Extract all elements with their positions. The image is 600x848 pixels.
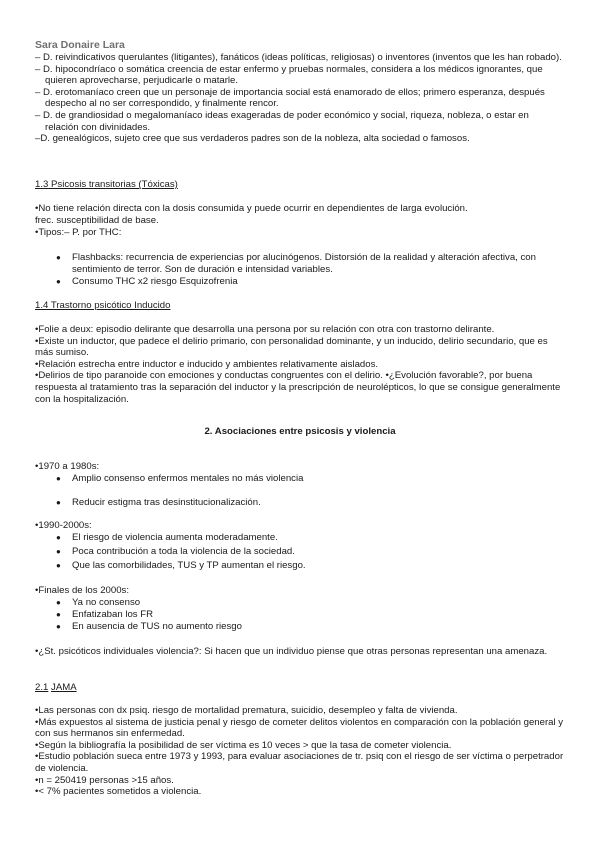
jama-line: •Según la bibliografía la posibilidad de ser víctima es 10 veces > que la tasa de cometer violencia. <box>35 739 452 751</box>
delusion-item: –D. genealógicos, sujeto cree que sus verdaderos padres son de la nobleza, alta sociedad o famosos. <box>35 133 470 145</box>
list-item: ● Que las comorbilidades, TUS y TP aumentan el riesgo. <box>56 560 306 571</box>
induced-line: •Folie a deux: episodio delirante que desarrolla una persona por su relación con otra con trastorno delirante. <box>35 324 495 335</box>
delusion-item: – D. reivindicativos querulantes (litigantes), fanáticos (ideas políticas, religiosas) o inventores (inventos que les han robado). <box>35 52 562 63</box>
bullet-icon: ● <box>56 533 61 542</box>
bullet-icon: ● <box>56 598 61 607</box>
bullet-icon: ● <box>56 253 61 262</box>
toxic-types: •Tipos:– P. por THC: <box>35 227 122 238</box>
bullet-icon: ● <box>56 547 61 556</box>
list-item: ● Poca contribución a toda la violencia de la sociedad. <box>56 546 295 557</box>
bullet-icon: ● <box>56 498 61 507</box>
toxic-line: •No tiene relación directa con la dosis consumida y puede ocurrir en dependientes de larga evolución. <box>35 203 468 214</box>
delusion-item: – D. erotomaníaco creen que un personaje de importancia social está enamorado de ellos; primero esperanza, después despecho al no ser correspondido, y finalmente rencor. <box>35 86 545 110</box>
jama-line: •Más expuestos al sistema de justicia penal y riesgo de cometer delitos violentos en comparación con la población general y con sus hermanos sin enfermedad. <box>35 716 564 740</box>
induced-paragraphs <box>35 324 565 405</box>
heading-text: JAMA <box>51 682 77 693</box>
bullet-icon: ● <box>56 561 61 570</box>
section-heading-violence: 2. Asociaciones entre psicosis y violencia <box>204 426 396 437</box>
section-heading-induced: 1.4 Trastorno psicótico Inducido <box>35 300 171 311</box>
section-heading-toxic: 1.3 Psicosis transitorias (Tóxicas) <box>35 179 178 190</box>
list-item: ● El riesgo de violencia aumenta moderadamente. <box>56 532 278 543</box>
list-item: ● Ya no consenso <box>56 597 141 608</box>
heading-number: 2.1 <box>35 682 49 693</box>
jama-paragraphs <box>35 705 565 798</box>
bullet-icon: ● <box>56 610 61 619</box>
period-label: •Finales de los 2000s: <box>35 585 130 596</box>
delusion-item: – D. de grandiosidad o megalomaníaco ideas exageradas de poder económico y social, riqueza, nobleza, o estar en relación con divinidades. <box>35 109 529 133</box>
induced-line: •Delirios de tipo paranoide con emociones y conductas congruentes con el delirio. •¿Evolución favorable?, por buena respuesta al tratamiento tras la separación del inductor y la prescripción de neurolépticos, lo que se consigue generalmente con la hospitalización. <box>35 370 561 405</box>
delusion-list <box>35 52 565 145</box>
induced-line: •Existe un inductor, que padece el delirio primario, con personalidad dominante, y un inducido, delirio secundario, que es más sumiso. <box>35 335 548 359</box>
jama-line: •n = 250419 personas >15 años. <box>35 774 174 786</box>
author-name: Sara Donaire Lara <box>35 39 125 51</box>
bullet-icon: ● <box>56 277 61 286</box>
period-label: •1970 a 1980s: <box>35 461 100 472</box>
jama-line: •Estudio población sueca entre 1973 y 1993, para evaluar asociaciones de tr. psiq con el riesgo de ser víctima o perpetrador de violencia. <box>35 751 564 774</box>
list-item: ● Consumo THC x2 riesgo Esquizofrenia <box>56 276 238 287</box>
period-label: •1990-2000s: <box>35 520 92 531</box>
list-item: ● Flashbacks: recurrencia de experiencias por alucinógenos. Distorsión de la realidad y alteración afectiva, con sentimiento de terror. Son de duración e intensidad variables. <box>56 252 536 275</box>
question-paragraph: •¿St. psicóticos individuales violencia?: Si hacen que un individuo piense que otras personas representan una amenaza. <box>35 646 548 657</box>
section-heading-jama <box>35 682 565 694</box>
list-item: ● Reducir estigma tras desinstitucionalización. <box>56 497 261 508</box>
list-item: ● Enfatizaban los FR <box>56 609 154 620</box>
jama-line: •< 7% pacientes sometidos a violencia. <box>35 786 202 798</box>
induced-line: •Relación estrecha entre inductor e inducido y ambientes relativamente aislados. <box>35 358 379 370</box>
delusion-item: – D. hipocondríaco o somática creencia de estar enfermo y pruebas normales, considera a los médicos ignorantes, que quieren aprovecharse, perjudicarle o matarle. <box>35 63 543 87</box>
jama-line: •Las personas con dx psiq. riesgo de mortalidad prematura, suicidio, desempleo y falta de vivienda. <box>35 705 458 716</box>
list-item: ● En ausencia de TUS no aumento riesgo <box>56 621 242 632</box>
list-item: ● Amplio consenso enfermos mentales no más violencia <box>56 473 304 484</box>
bullet-icon: ● <box>56 474 61 483</box>
toxic-line: frec. susceptibilidad de base. <box>35 215 159 226</box>
bullet-icon: ● <box>56 622 61 631</box>
